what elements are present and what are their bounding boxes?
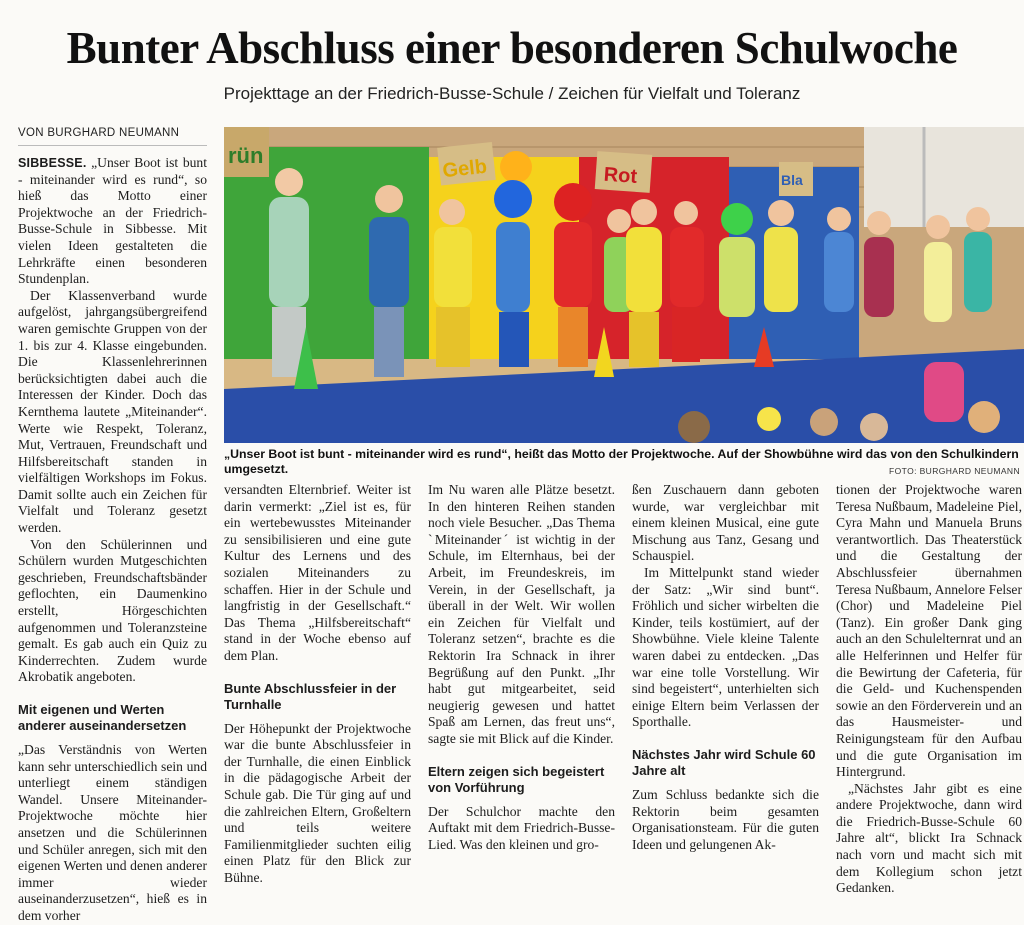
paragraph: Zum Schluss bedankte sich die Rektorin beim gesamten Organisationsteam. Für die guten Ideen und gelungenen Ak- bbox=[632, 786, 819, 852]
paragraph: Im Mittelpunkt stand wieder der Satz: „Wir sind bunt“. Fröhlich und sicher wirbelten die Kinder, teils kostümiert, auf der Showbühne. Viele kleine Talente waren dabei zu entdecken. „Das war eine tolle Vorstellung. Wir sind begeistert“, unterhielten sich einige Eltern beim Verlassen der Sporthalle. bbox=[632, 564, 819, 730]
paragraph: Der Höhepunkt der Projektwoche war die bunte Abschlussfeier in der Turnhalle, die einen Einblick in die pädagogische Arbeit der Schule gab. Die Tür ging auf und die zahlreichen Eltern, Großeltern und teils weitere Familienmitglieder suchten eilig einen Platz für den Blick zur Bühne. bbox=[224, 720, 411, 885]
sign-rot: Rot bbox=[603, 163, 638, 188]
stage-photo-illustration bbox=[224, 127, 1024, 443]
paragraph: Im Nu waren alle Plätze besetzt. In den hinteren Reihen standen noch viele Besucher. „Das Thema ˋMiteinanderˊ ist wichtig in der Schule, im Elternhaus, bei der Arbeit, im Freundeskreis, im Verein, in der Gesellschaft, ja überall in der Welt. Wir wollen ein Zeichen für Vielfalt und Toleranz setzen“, brachte es die Rektorin Ira Schnack in ihrer Begrüßung auf den Punkt. „Ihr habt gut mitgearbeitet, seid neugierig gewesen und hattet Spaß am Lernen, das freut uns“, sagte sie mit Blick auf die Kinder. bbox=[428, 482, 615, 746]
sign-gruen: rün bbox=[228, 143, 264, 168]
photo-credit: FOTO: BURGHARD NEUMANN bbox=[889, 466, 1020, 476]
paragraph: SIBBESSE. „Unser Boot ist bunt - miteinander wird es rund“, so hieß das Motto einer Projektwoche an der Friedrich-Busse-Schule in Sibbesse. Mit vielen Ideen gestalteten die Lehrkräfte einen besonderen Stundenplan. bbox=[18, 155, 207, 287]
subheading: Eltern zeigen sich begeistert von Vorführung bbox=[428, 763, 605, 795]
stage-photo bbox=[224, 127, 1024, 443]
paragraph: „Das Verständnis von Werten kann sehr unterschiedlich sein und unterliegt einem ständigen Wandel. Unsere Miteinander-Projektwoche möchte hier ansetzen und die Schülerinnen und Schüler anregen, sich mit den eigenen Werten und denen anderer immer wieder auseinanderzusetzen“, hieß es in dem vorher bbox=[18, 742, 207, 923]
paragraph: Der Schulchor machte den Auftakt mit dem Friedrich-Busse-Lied. Was den kleinen und gro- bbox=[428, 803, 615, 852]
text-column-2 bbox=[224, 482, 411, 886]
dateline: SIBBESSE. bbox=[18, 156, 87, 170]
headline: Bunter Abschluss einer besonderen Schulwoche bbox=[66, 23, 958, 73]
paragraph: Der Klassenverband wurde aufgelöst, jahrgangsübergreifend waren gemischte Gruppen von der 1. bis zur 4. Klasse eingebunden. Die Klassenlehrerinnen berücksichtigten dabei auch die Interessen der Kinder. Doch das Kernthema lautete „Miteinander“. Werte wie Respekt, Toleranz, Mut, Vertrauen, Freundschaft und Hilfsbereitschaft standen in vielfältigen Workshops im Fokus. Damit sollte auch ein Zeichen für Vielfalt und Toleranz gesetzt werden. bbox=[18, 287, 207, 536]
text-column-4 bbox=[632, 482, 819, 853]
subheading: Mit eigenen und Werten anderer auseinandersetzen bbox=[18, 702, 187, 733]
text-column-5 bbox=[836, 482, 1022, 897]
paragraph: ßen Zuschauern dann geboten wurde, war vergleichbar mit einem kleinen Musical, eine gute Mischung aus Tanz, Gesang und Schauspiel. bbox=[632, 482, 819, 564]
paragraph: versandten Elternbrief. Weiter ist darin vermerkt: „Ziel ist es, für ein wertebewusstes Miteinander zu sensibilisieren und eine gute Kultur des Lernens und des sozialen Miteinanders zu schaffen. Hier in der Schule und langfristig in der Gesellschaft.“ Das Thema „Hilfsbereitschaft“ stand in der Woche ebenso auf dem Plan. bbox=[224, 482, 411, 663]
text-column-1 bbox=[18, 155, 207, 925]
sign-gelb: Gelb bbox=[441, 155, 489, 183]
subheadline: Projekttage an der Friedrich-Busse-Schule / Zeichen für Vielfalt und Toleranz bbox=[223, 84, 801, 103]
paragraph: tionen der Projektwoche waren Teresa Nußbaum, Madeleine Piel, Cyra Mahn und Manuela Bruns verantwortlich. Das Theaterstück und die Gestaltung der Abschlussfeier übernahmen Teresa Nußbaum, Annelore Felser (Chor) und Madeleine Piel (Tanz). Ein großer Dank ging auch an den Schulelternrat und an alle Helferinnen und Helfer für die Bewirtung der Cafeteria, für die Geld- und Kuchenspenden sowie an den Förderverein und an das Hausmeister- und Reinigungsteam für den Aufbau und die gute Organisation im Hintergrund. bbox=[836, 482, 1022, 780]
subheading: Bunte Abschlussfeier in der Turnhalle bbox=[224, 680, 397, 712]
byline: VON BURGHARD NEUMANN bbox=[18, 127, 180, 139]
byline-rule bbox=[18, 145, 207, 146]
paragraph: „Nächstes Jahr gibt es eine andere Projektwoche, dann wird die Friedrich-Busse-Schule 60 Jahre alt“, blickt Ira Schnack nach vorn und macht sich mit dem Kollegium schon jetzt Gedanken. bbox=[836, 780, 1022, 896]
paragraph: Von den Schülerinnen und Schülern wurden Mutgeschichten geschrieben, Freundschaftsbänder geflochten, ein Daumenkino erstellt, Hörgeschichten aufgenommen und Toleranzsteine gemalt. Es gab auch ein Quiz zu Kinderrechten. Zudem wurde Akrobatik angeboten. bbox=[18, 536, 207, 685]
photo-caption: „Unser Boot ist bunt - miteinander wird es rund“, heißt das Motto der Projektwoche. Auf der Showbühne wird das von den Schulkindern umgesetzt. bbox=[224, 447, 1019, 476]
subheading: Nächstes Jahr wird Schule 60 Jahre alt bbox=[632, 746, 816, 778]
sign-blau: Bla bbox=[781, 172, 803, 188]
text-column-3 bbox=[428, 482, 615, 853]
